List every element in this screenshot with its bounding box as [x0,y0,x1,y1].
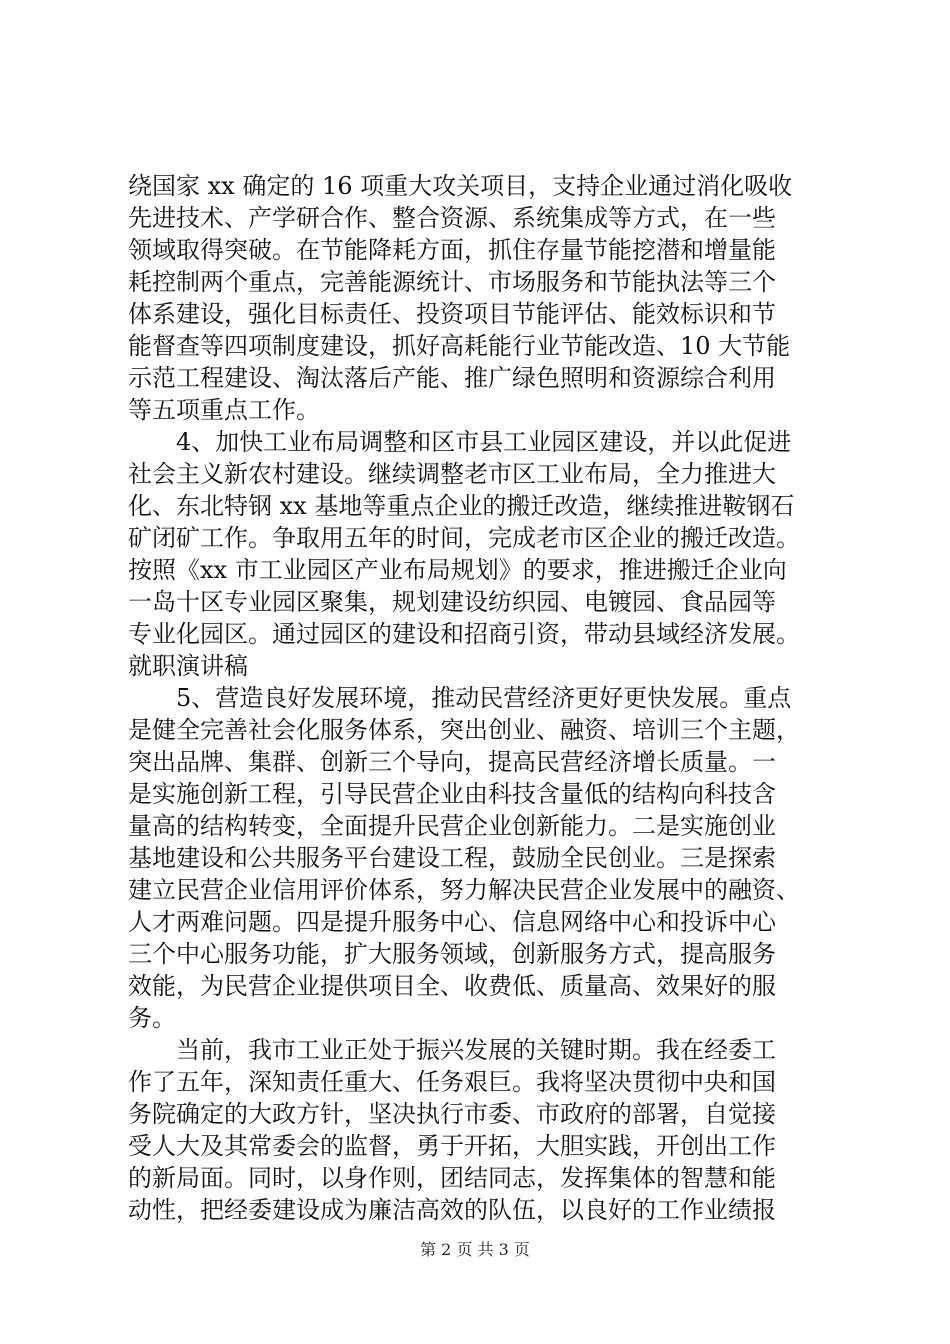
text-line: 效能，为民营企业提供项目全、收费低、质量高、效果好的服 [128,972,776,1000]
text-line: 建立民营企业信用评价体系，努力解决民营企业发展中的融资、 [128,876,800,904]
text-line: 示范工程建设、淘汰落后产能、推广绿色照明和资源综合利用 [128,364,776,392]
text-line: 社会主义新农村建设。继续调整老市区工业布局，全力推进大 [128,460,776,488]
text-line: 务院确定的大政方针，坚决执行市委、市政府的部署，自觉接 [128,1100,776,1128]
text-line: 受人大及其常委会的监督，勇于开拓，大胆实践，开创出工作 [128,1132,776,1160]
text-line: 三个中心服务功能，扩大服务领域，创新服务方式，提高服务 [128,940,776,968]
text-line: 基地建设和公共服务平台建设工程，鼓励全民创业。三是探索 [128,844,776,872]
text-line: 4、加快工业布局调整和区市县工业园区建设，并以此促进 [176,428,792,456]
text-line: 按照《xx 市工业园区产业布局规划》的要求，推进搬迁企业向 [128,556,787,584]
page-footer: 第 2 页 共 3 页 [420,1240,530,1259]
text-line: 领域取得突破。在节能降耗方面，抓住存量节能挖潜和增量能 [128,236,776,264]
text-line: 耗控制两个重点，完善能源统计、市场服务和节能执法等三个 [128,268,776,296]
text-line: 体系建设，强化目标责任、投资项目节能评估、能效标识和节 [128,300,776,328]
text-line: 是健全完善社会化服务体系，突出创业、融资、培训三个主题， [128,716,800,744]
text-line: 专业化园区。通过园区的建设和招商引资，带动县域经济发展。 [128,620,800,648]
text-line: 先进技术、产学研合作、整合资源、系统集成等方式，在一些 [128,204,776,232]
text-line: 人才两难问题。四是提升服务中心、信息网络中心和投诉中心 [128,908,776,936]
text-line: 突出品牌、集群、创新三个导向，提高民营经济增长质量。一 [128,748,776,776]
text-line: 化、东北特钢 xx 基地等重点企业的搬迁改造，继续推进鞍钢石 [128,492,795,520]
text-line: 动性，把经委建设成为廉洁高效的队伍，以良好的工作业绩报 [128,1196,776,1224]
text-line: 就职演讲稿 [128,652,248,680]
text-line: 能督查等四项制度建设，抓好高耗能行业节能改造、10 大节能 [128,332,791,360]
text-line: 当前，我市工业正处于振兴发展的关键时期。我在经委工 [176,1036,776,1064]
text-line: 一岛十区专业园区聚集，规划建设纺织园、电镀园、食品园等 [128,588,776,616]
text-line: 等五项重点工作。 [128,396,320,424]
text-line: 作了五年，深知责任重大、任务艰巨。我将坚决贯彻中央和国 [128,1068,776,1096]
text-line: 5、营造良好发展环境，推动民营经济更好更快发展。重点 [176,684,792,712]
text-line: 务。 [128,1004,176,1032]
text-line: 绕国家 xx 确定的 16 项重大攻关项目，支持企业通过消化吸收 [128,172,793,200]
text-line: 量高的结构转变，全面提升民营企业创新能力。二是实施创业 [128,812,776,840]
text-line: 的新局面。同时，以身作则，团结同志，发挥集体的智慧和能 [128,1164,776,1192]
text-line: 是实施创新工程，引导民营企业由科技含量低的结构向科技含 [128,780,776,808]
text-line: 矿闭矿工作。争取用五年的时间，完成老市区企业的搬迁改造。 [128,524,800,552]
